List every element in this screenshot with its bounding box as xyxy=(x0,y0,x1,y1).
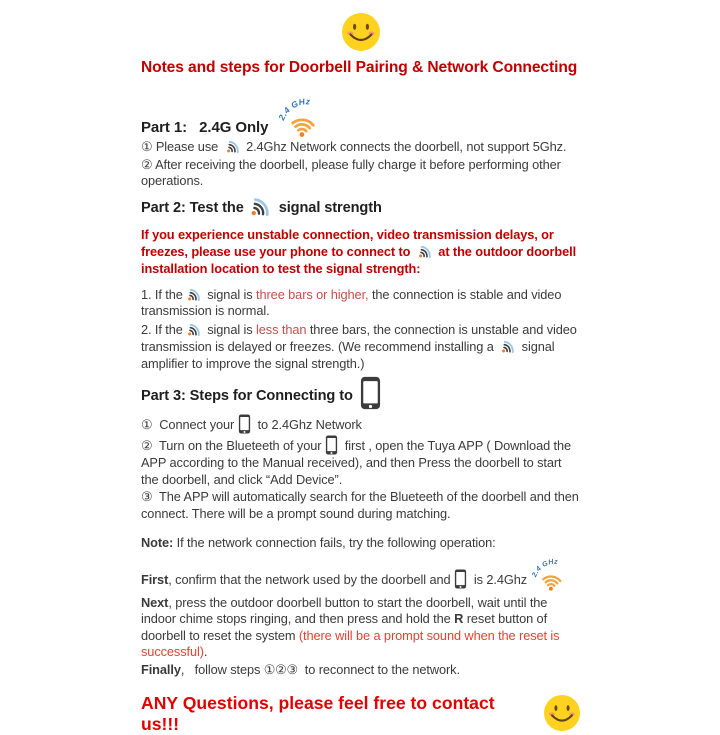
footer xyxy=(141,693,581,735)
wifi-2.4ghz-icon xyxy=(277,95,327,141)
wifi-signal-icon xyxy=(414,243,435,260)
svg-text:2.4 GHz xyxy=(276,96,311,122)
part1-heading-label: Part 1: 2.4G Only xyxy=(141,119,269,136)
smiley-face-icon xyxy=(341,12,381,52)
bold-text: Finally xyxy=(141,661,181,677)
smiley-face-icon xyxy=(543,694,581,732)
op-finally: Finally, follow steps ①②③ to reconnect to the network. xyxy=(141,661,460,677)
smartphone-icon xyxy=(454,569,467,589)
smartphone-icon xyxy=(238,414,251,434)
signal-item-1: 1. If the signal is three bars or higher, the connection is stable and video transmission is normal. xyxy=(141,286,565,318)
signal-item-2: 2. If the signal is less than three bars, the connection is unstable and video transmission is delayed or freezes. (We recommend installing a signal amplifier to improve the signal strength.) xyxy=(141,321,581,371)
part3-heading: Part 3: Steps for Connecting to xyxy=(141,376,581,413)
wifi-signal-icon xyxy=(497,338,518,355)
part1-step-2: ② After receiving the doorbell, please fully charge it before performing other operations. xyxy=(141,156,565,188)
wifi-2.4ghz-label: 2.4 GHz xyxy=(531,558,559,578)
footer-smiley xyxy=(543,694,581,735)
bold-text: R xyxy=(454,611,464,626)
wifi-2.4ghz-icon-slot xyxy=(277,95,327,137)
op-next: Next, press the outdoor doorbell button to start the doorbell, wait until the indoor chime stops ringing, and then press and hold the R reset button of doorbell to reset the system (there will be a prompt sound when the reset is successful). xyxy=(141,594,563,659)
footer-text: ANY Questions, please feel free to contact us!!! xyxy=(141,693,495,734)
note-line: Note: If the network connection fails, try the following operation: xyxy=(141,535,496,550)
smartphone-icon xyxy=(325,435,338,455)
part2-heading: Part 2: Test the signal strength xyxy=(141,194,581,221)
page-title: Notes and steps for Doorbell Pairing & Network Connecting xyxy=(141,59,578,76)
wifi-signal-icon xyxy=(183,286,204,303)
wifi-signal-icon xyxy=(183,321,204,338)
smartphone-icon xyxy=(359,376,382,410)
op-first: First, confirm that the network used by the doorbell and is 2.4Ghz 2.4 GHz xyxy=(141,556,581,594)
highlighted-text: (there will be a prompt sound when the reset is successful) xyxy=(141,627,563,659)
wifi-signal-icon xyxy=(245,194,274,219)
bold-text: Note: xyxy=(141,535,174,550)
bold-text: First xyxy=(141,571,169,587)
part3-step-1: ① Connect your to 2.4Ghz Network xyxy=(141,414,581,434)
warning-text: If you experience unstable connection, video transmission delays, or freezes, please use your phone to connect to at the outdoor doorbell installation location to test the signal strength: xyxy=(141,226,580,276)
wifi-2.4ghz-label: 2.4 GHz xyxy=(276,96,311,122)
wifi-2.4ghz-icon xyxy=(530,556,572,594)
part1-step-1: ① Please use 2.4Ghz Network connects the doorbell, not support 5Ghz. xyxy=(141,139,567,154)
part3-step-2: ② Turn on the Blueteeth of your first , open the Tuya APP ( Download the APP according to the Manual received), and then Press the doorbell to start the doorbell, and click “Add Device”. xyxy=(141,435,581,488)
highlighted-text: less than xyxy=(256,321,307,337)
wifi-signal-icon xyxy=(222,138,243,155)
bold-text: Next xyxy=(141,594,169,610)
part1-heading xyxy=(141,91,581,137)
top-smiley xyxy=(141,12,581,52)
part3-step-3: ③ The APP will automatically search for the Blueteeth of the doorbell and then connect. There will be a prompt sound during matching. xyxy=(141,489,583,521)
highlighted-text: three bars or higher, xyxy=(256,286,369,302)
